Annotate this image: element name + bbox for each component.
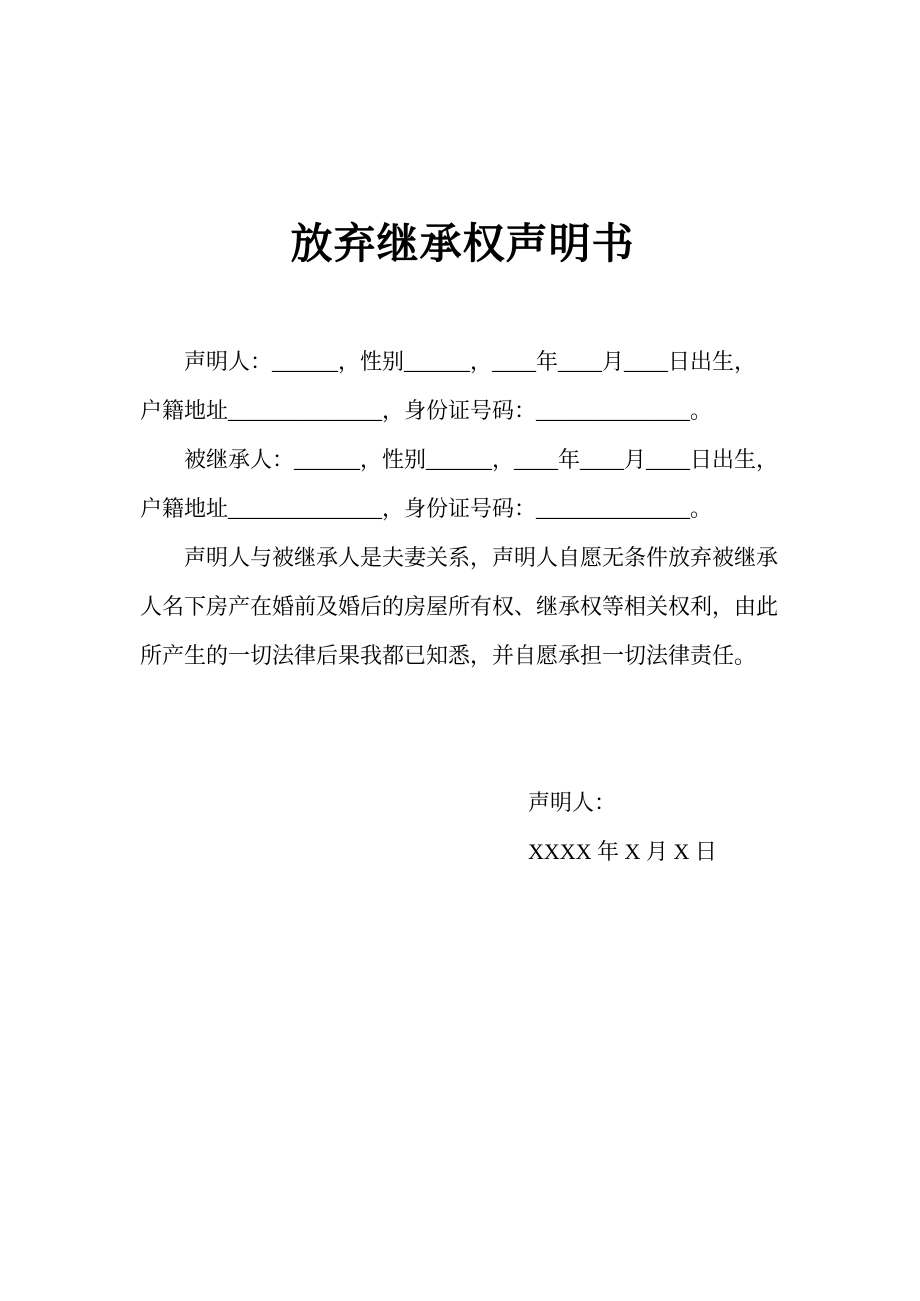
declaration-statement-line-3: 所产生的一切法律后果我都已知悉，并自愿承担一切法律责任。 xyxy=(140,643,757,668)
signature-signer-label: 声明人： xyxy=(528,790,617,815)
signature-date-line: XXXX 年 X 月 X 日 xyxy=(528,839,717,864)
declaration-statement-line-2: 人名下房产在婚前及婚后的房屋所有权、继承权等相关权利，由此 xyxy=(140,594,779,619)
signature-block xyxy=(528,778,717,876)
document-body xyxy=(140,337,788,680)
decedent-info-line-2: 户籍地址______________，身份证号码：______________。 xyxy=(140,496,713,521)
declarant-info-line-2: 户籍地址______________，身份证号码：______________。 xyxy=(140,398,713,423)
document-title: 放弃继承权声明书 xyxy=(290,222,635,268)
decedent-info-line-1: 被继承人：______，性别______，____年____月____日出生， xyxy=(184,447,779,472)
declarant-info-line-1: 声明人：______，性别______，____年____月____日出生， xyxy=(184,349,757,374)
declaration-statement-line-1: 声明人与被继承人是夫妻关系，声明人自愿无条件放弃被继承 xyxy=(184,545,779,570)
